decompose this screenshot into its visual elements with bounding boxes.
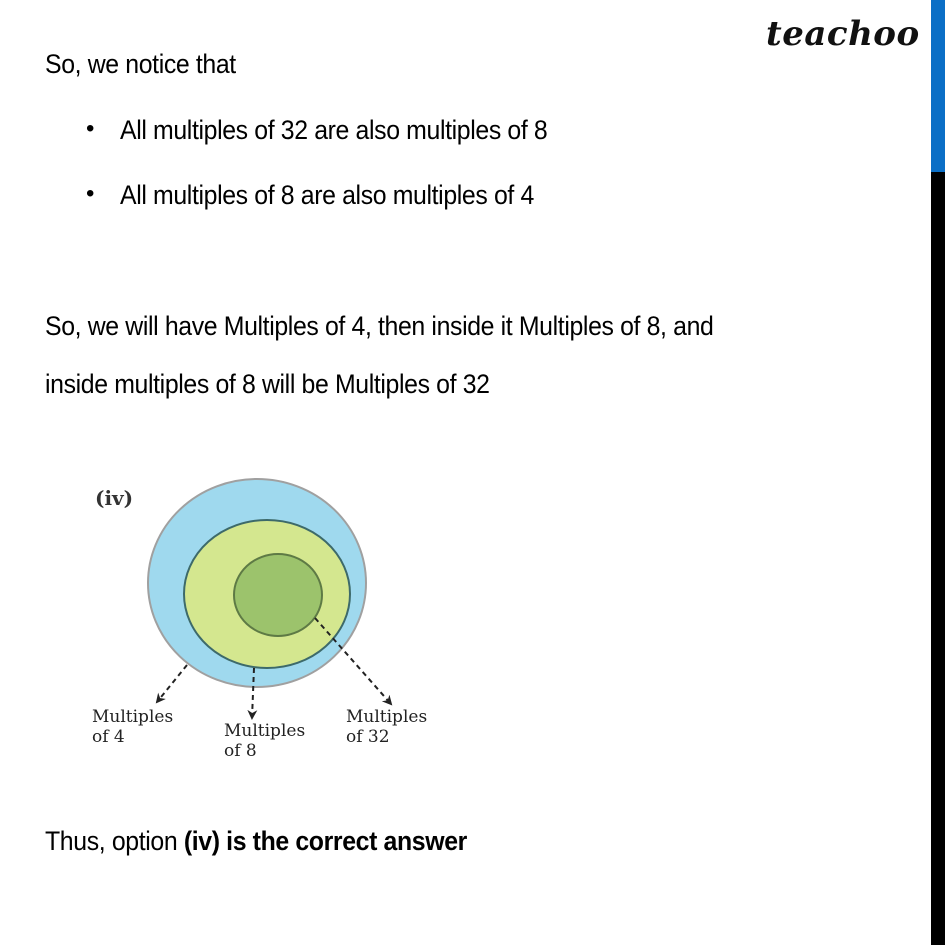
side-strip: [931, 0, 945, 945]
option-label: (iv): [95, 486, 134, 510]
teachoo-logo: teachoo: [766, 14, 920, 54]
multiples-of-32-circle: [234, 554, 322, 636]
side-strip-accent: [931, 0, 945, 172]
explanation-line-2: inside multiples of 8 will be Multiples of 32: [45, 369, 490, 399]
bullet-icon: •: [86, 115, 95, 142]
conclusion-text: [45, 825, 467, 857]
explanation-line-1: So, we will have Multiples of 4, then inside it Multiples of 8, and: [45, 311, 714, 341]
bullet-icon: •: [86, 180, 95, 207]
bullet-item-1: All multiples of 32 are also multiples of 8: [120, 115, 548, 145]
venn-diagram: [80, 470, 460, 770]
label-multiples-4: Multiples of 4: [92, 707, 174, 747]
label-multiples-32: Multiples of 32: [346, 707, 428, 747]
bullet-item-2: All multiples of 8 are also multiples of 4: [120, 180, 534, 210]
intro-text: So, we notice that: [45, 49, 236, 79]
correct-answer: (iv) is the correct answer: [183, 826, 467, 856]
label-multiples-8: Multiples of 8: [224, 721, 306, 761]
conclusion-prefix: Thus, option: [45, 826, 184, 856]
arrow-multiples-4: [157, 665, 187, 702]
